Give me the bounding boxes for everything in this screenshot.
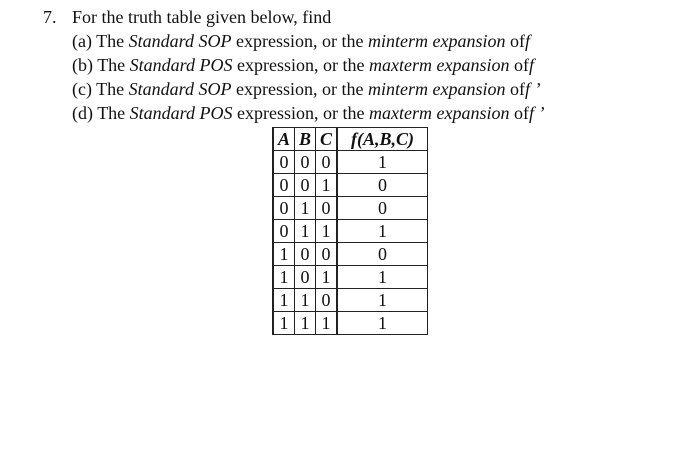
part-expansion: minterm expansion <box>367 79 506 99</box>
part-function: f <box>528 55 534 75</box>
part-lead: The <box>97 55 126 75</box>
part-form: Standard POS <box>129 103 233 123</box>
part-form: Standard POS <box>129 55 233 75</box>
part-form: Standard SOP <box>128 31 232 51</box>
cell-c: 0 <box>316 151 338 174</box>
part-of: of <box>513 103 529 123</box>
part-label: (b) <box>72 55 93 75</box>
table-row <box>273 220 428 243</box>
cell-c: 0 <box>316 289 338 312</box>
cell-b: 0 <box>295 266 316 289</box>
header-a: A <box>273 128 295 151</box>
cell-b: 0 <box>295 151 316 174</box>
question-part-a <box>72 30 530 52</box>
cell-f: 1 <box>337 151 428 174</box>
cell-f: 1 <box>337 289 428 312</box>
question-number: 7. <box>43 7 57 27</box>
part-mid: expression, or the <box>236 79 364 99</box>
table-row <box>273 289 428 312</box>
cell-b: 1 <box>295 289 316 312</box>
table-row <box>273 151 428 174</box>
question-stem: For the truth table given below, find <box>72 7 332 27</box>
cell-f: 0 <box>337 174 428 197</box>
question-part-c <box>72 78 540 100</box>
cell-a: 1 <box>273 243 295 266</box>
cell-c: 0 <box>316 197 338 220</box>
part-expansion: minterm expansion <box>367 31 506 51</box>
cell-a: 1 <box>273 289 295 312</box>
part-of: of <box>513 55 529 75</box>
cell-a: 1 <box>273 266 295 289</box>
table-row <box>273 312 428 335</box>
part-lead: The <box>96 79 125 99</box>
part-mid: expression, or the <box>237 55 365 75</box>
cell-f: 0 <box>337 197 428 220</box>
cell-b: 0 <box>295 243 316 266</box>
cell-a: 1 <box>273 312 295 335</box>
table-row <box>273 266 428 289</box>
cell-f: 1 <box>337 312 428 335</box>
part-function: f ’ <box>524 79 541 99</box>
part-label: (a) <box>72 31 92 51</box>
header-c: C <box>316 128 338 151</box>
cell-c: 1 <box>316 312 338 335</box>
part-form: Standard SOP <box>128 79 232 99</box>
cell-c: 1 <box>316 174 338 197</box>
part-label: (d) <box>72 103 93 123</box>
header-b: B <box>295 128 316 151</box>
cell-b: 0 <box>295 174 316 197</box>
part-expansion: maxterm expansion <box>368 103 510 123</box>
part-mid: expression, or the <box>237 103 365 123</box>
question-part-d <box>72 102 544 124</box>
cell-b: 1 <box>295 197 316 220</box>
cell-b: 1 <box>295 312 316 335</box>
header-f: f(A,B,C) <box>337 128 428 151</box>
cell-b: 1 <box>295 220 316 243</box>
part-lead: The <box>97 103 126 123</box>
table-row <box>273 174 428 197</box>
truth-table-header-row <box>273 128 428 151</box>
table-row <box>273 197 428 220</box>
part-of: of <box>509 79 525 99</box>
table-row <box>273 243 428 266</box>
cell-a: 0 <box>273 151 295 174</box>
part-expansion: maxterm expansion <box>368 55 510 75</box>
truth-table <box>272 127 428 335</box>
cell-a: 0 <box>273 197 295 220</box>
part-of: of <box>509 31 525 51</box>
cell-f: 0 <box>337 243 428 266</box>
cell-f: 1 <box>337 220 428 243</box>
cell-c: 0 <box>316 243 338 266</box>
cell-c: 1 <box>316 220 338 243</box>
cell-a: 0 <box>273 220 295 243</box>
part-function: f <box>524 31 530 51</box>
cell-a: 0 <box>273 174 295 197</box>
part-label: (c) <box>72 79 92 99</box>
part-mid: expression, or the <box>236 31 364 51</box>
part-function: f ’ <box>528 103 545 123</box>
question-part-b <box>72 54 534 76</box>
part-lead: The <box>96 31 125 51</box>
cell-f: 1 <box>337 266 428 289</box>
cell-c: 1 <box>316 266 338 289</box>
